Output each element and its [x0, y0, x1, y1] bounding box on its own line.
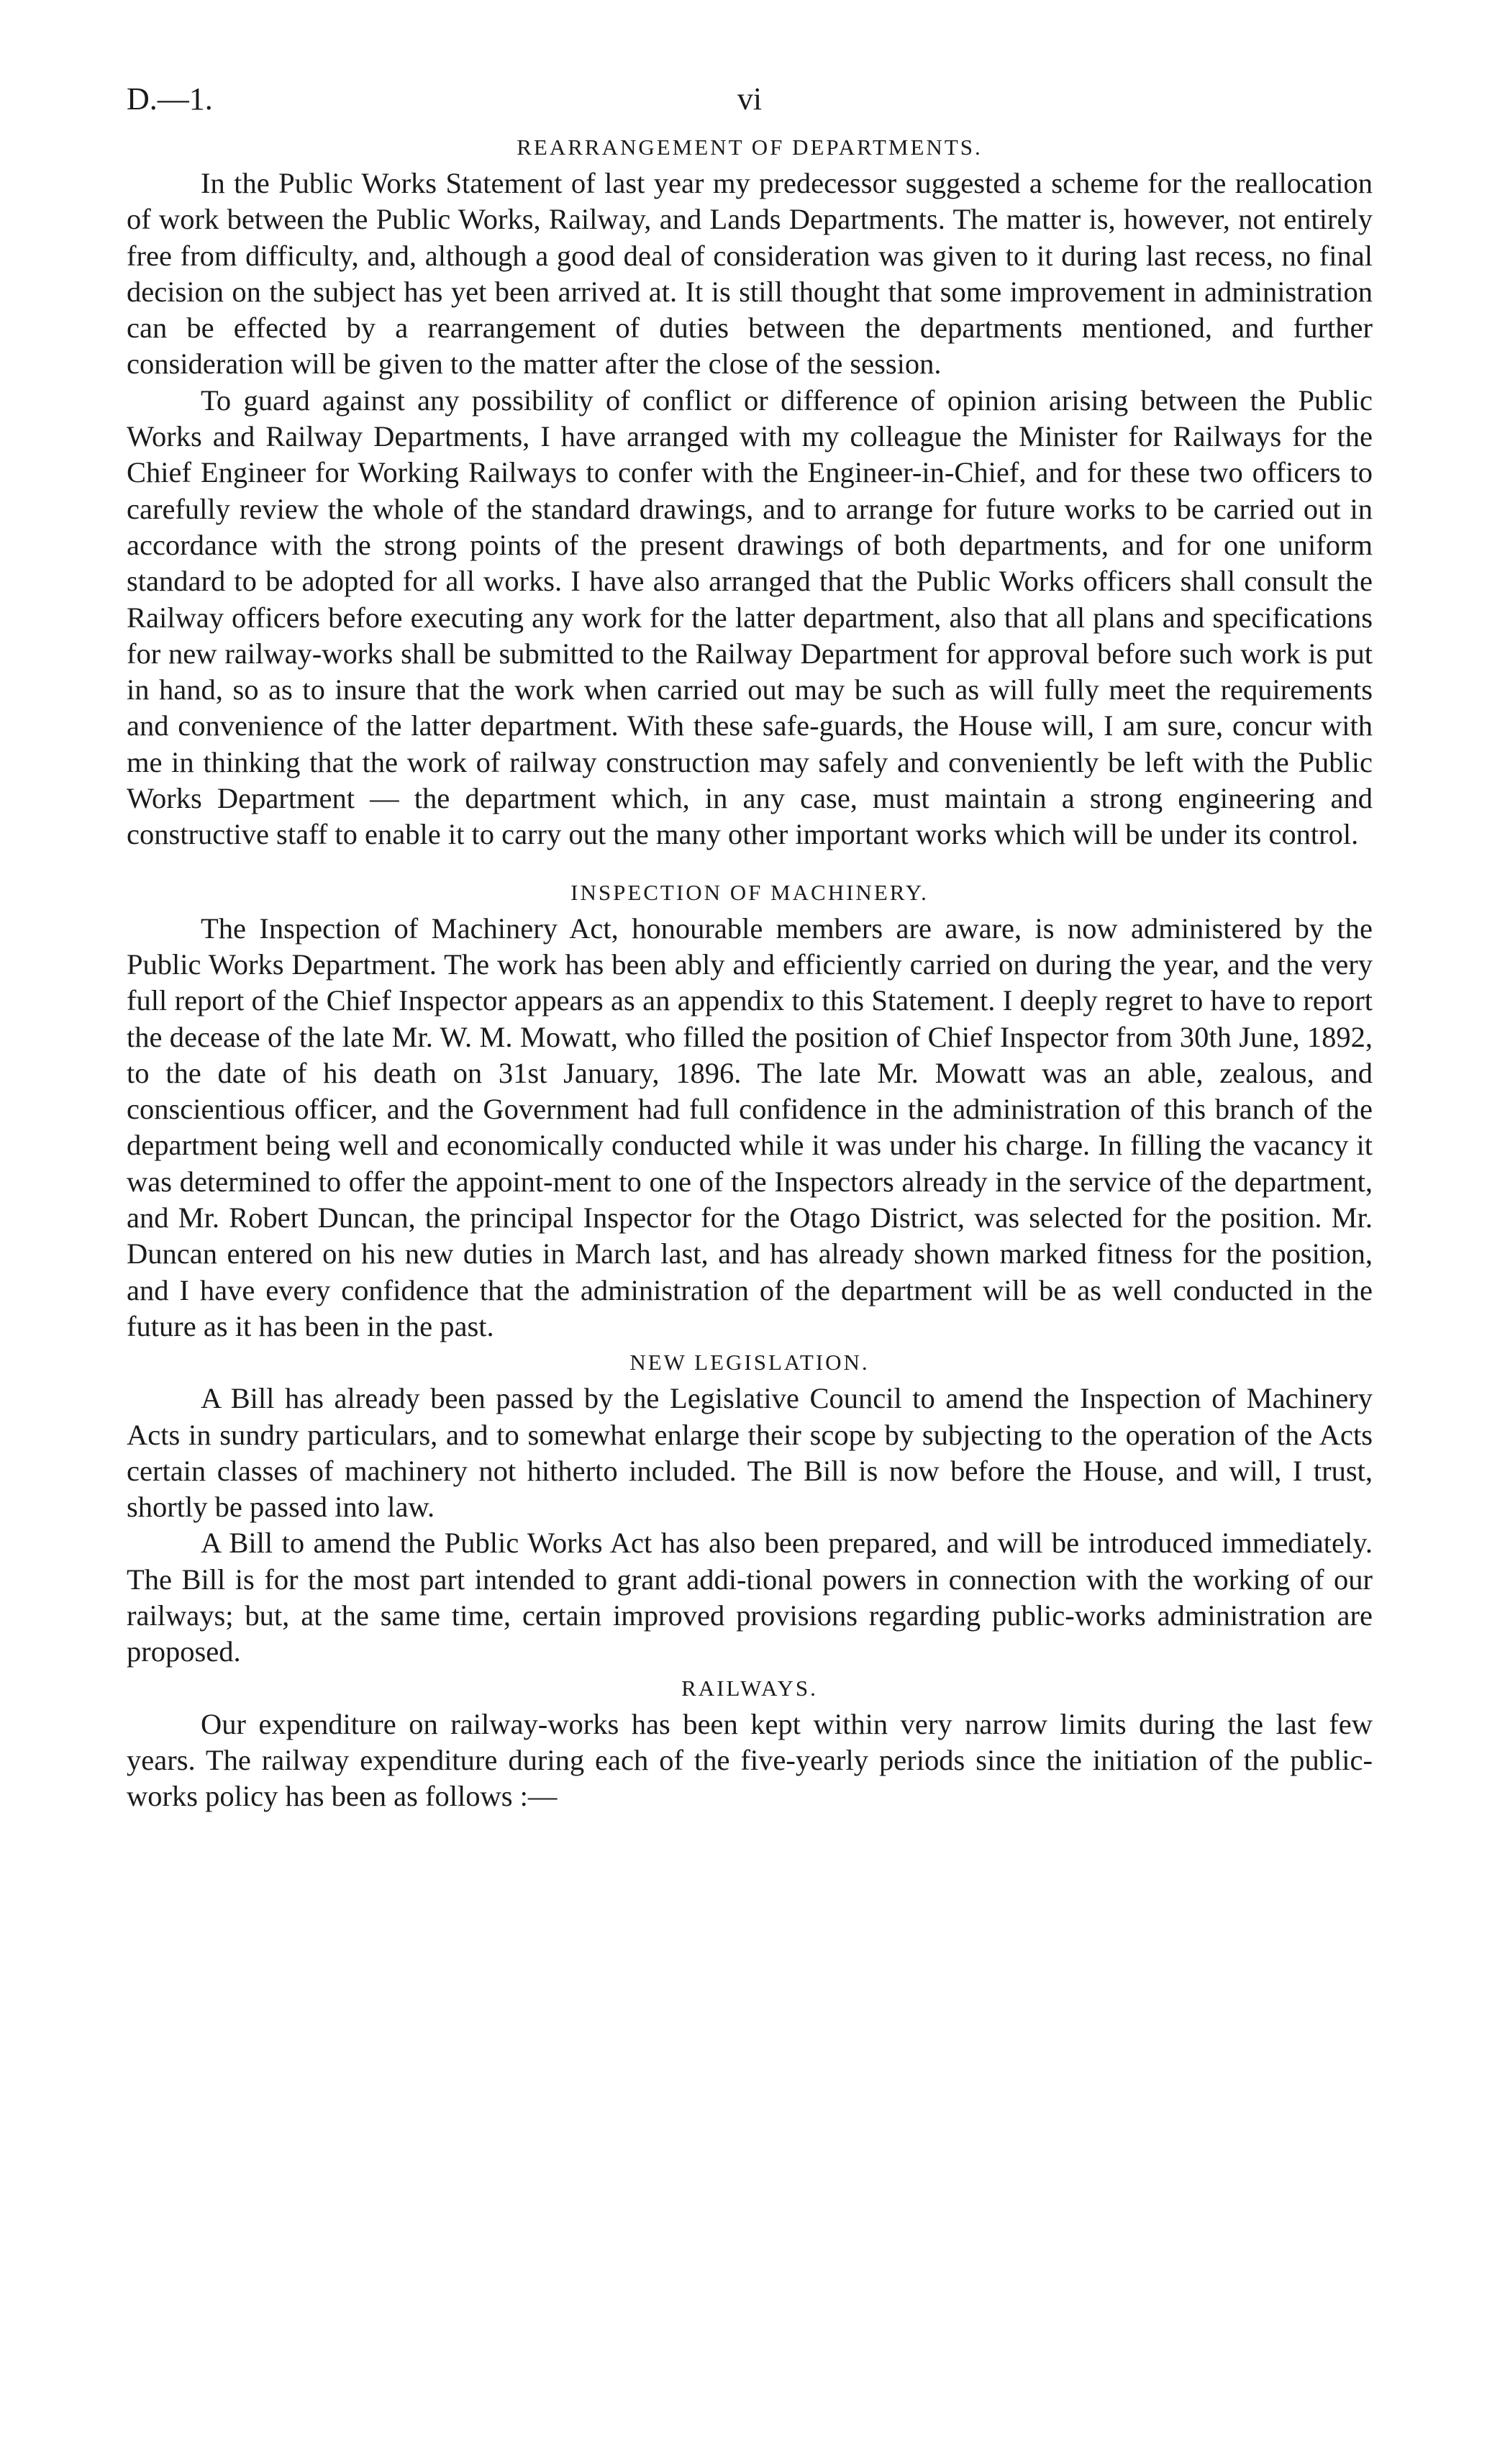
section-rearrangement-of-departments: [127, 129, 1373, 853]
page-header: [127, 72, 1373, 129]
paragraph: In the Public Works Statement of last year my predecessor suggested a scheme for the reallocation of work between the Public Works, Railway, and Lands Departments. The matter is, however, not entirely free from difficulty, and, although a good deal of consideration was given to it during last recess, no final decision on the subject has yet been arrived at. It is still thought that some improvement in administration can be effected by a rearrangement of duties between the departments mentioned, and further consideration will be given to the matter after the close of the session.: [127, 167, 1373, 381]
section-inspection-of-machinery: [127, 875, 1373, 1345]
section-heading: REARRANGEMENT OF DEPARTMENTS.: [517, 135, 983, 160]
document-reference: D.—1.: [127, 81, 213, 117]
section-heading: RAILWAYS.: [681, 1675, 818, 1701]
section-new-legislation: [127, 1345, 1373, 1670]
paragraph: A Bill has already been passed by the Legislative Council to amend the Inspection of Machinery Acts in sundry particulars, and to somewhat enlarge their scope by subjecting to the operation of the Acts certain classes of machinery not hitherto included. The Bill is now before the House, and will, I trust, shortly be passed into law.: [127, 1382, 1373, 1524]
page-number: vi: [737, 81, 763, 117]
document-page: [127, 72, 1373, 1814]
paragraph: To guard against any possibility of conflict or difference of opinion arising between the Public Works and Railway Departments, I have arranged with my colleague the Minister for Railways for the Chief Engineer for Working Railways to confer with the Engineer-in-Chief, and for these two officers to carefully review the whole of the standard drawings, and to arrange for future works to be carried out in accordance with the strong points of the present drawings of both departments, and for one uniform standard to be adopted for all works. I have also arranged that the Public Works officers shall consult the Railway officers before executing any work for the latter department, also that all plans and specifications for new railway-works shall be submitted to the Railway Department for approval before such work is put in hand, so as to insure that the work when carried out may be such as will fully meet the requirements and convenience of the latter department. With these safe-guards, the House will, I am sure, concur with me in thinking that the work of railway construction may safely and conveniently be left with the Public Works Department — the department which, in any case, must maintain a strong engineering and constructive staff to enable it to carry out the many other important works which will be under its control.: [127, 383, 1373, 851]
section-heading: INSPECTION OF MACHINERY.: [570, 879, 929, 905]
section-railways: [127, 1670, 1373, 1815]
section-heading: NEW LEGISLATION.: [629, 1350, 870, 1376]
paragraph: A Bill to amend the Public Works Act has also been prepared, and will be introduced immediately. The Bill is for the most part intended to grant addi-tional powers in connection with the working of our railways; but, at the same time, certain improved provisions regarding public-works administration are proposed.: [127, 1527, 1373, 1668]
paragraph: The Inspection of Machinery Act, honourable members are aware, is now administered by the Public Works Department. The work has been ably and efficiently carried on during the year, and the very full report of the Chief Inspector appears as an appendix to this Statement. I deeply regret to have to report the decease of the late Mr. W. M. Mowatt, who filled the position of Chief Inspector from 30th June, 1892, to the date of his death on 31st January, 1896. The late Mr. Mowatt was an able, zealous, and conscientious officer, and the Government had full confidence in the administration of this branch of the department being well and economically conducted while it was under his charge. In filling the vacancy it was determined to offer the appoint-ment to one of the Inspectors already in the service of the department, and Mr. Robert Duncan, the principal Inspector for the Otago District, was selected for the position. Mr. Duncan entered on his new duties in March last, and has already shown marked fitness for the position, and I have every confidence that the administration of the department will be as well conducted in the future as it has been in the past.: [127, 912, 1373, 1342]
paragraph: Our expenditure on railway-works has been kept within very narrow limits during the last few years. The railway expenditure during each of the five-yearly periods since the initiation of the public-works policy has been as follows :—: [127, 1707, 1373, 1813]
